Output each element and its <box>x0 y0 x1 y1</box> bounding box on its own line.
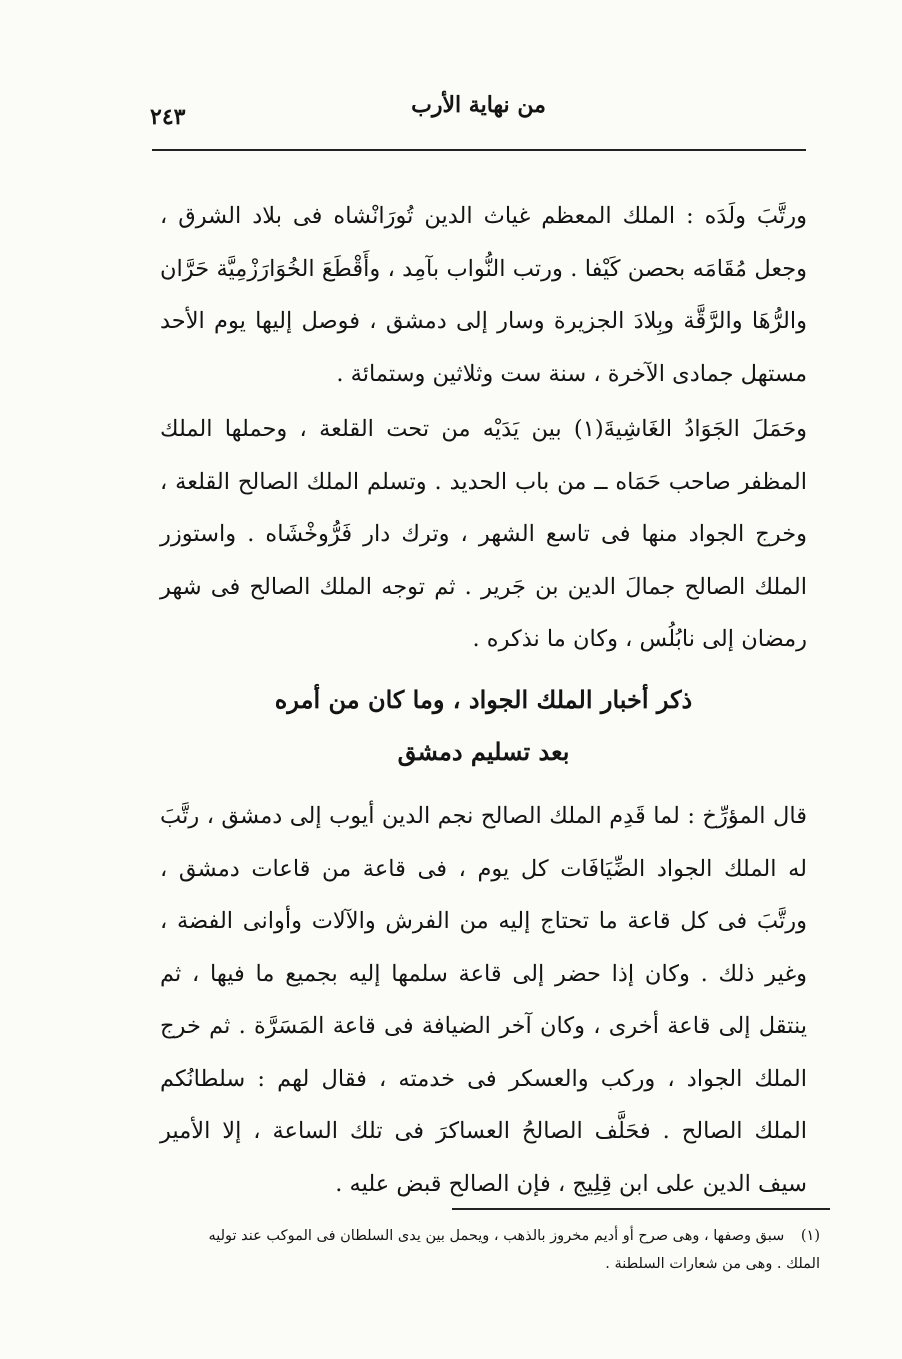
header-rule <box>152 149 806 151</box>
section-heading-line-1: ذكر أخبار الملك الجواد ، وما كان من أمره <box>274 685 693 714</box>
footnote-rule <box>452 1208 830 1210</box>
footnote-text: سبق وصفها ، وهى صرح أو أديم مخروز بالذهب ، ويحمل بين يدى السلطان فى الموكب عند توليه الملك . وهى من شعارات السلطنة . <box>208 1228 820 1272</box>
section-heading <box>160 674 807 778</box>
paragraph-1: ورتَّبَ ولَدَه : الملك المعظم غياث الدين تُورَانْشاه فى بلاد الشرق ، وجعل مُقَامَه بحصن كَيْفا . ورتب النُّواب بآمِد ، وأَقْطَعَ الخُوَارَزْمِيَّة حَرَّان والرُّهَا والرَّقَّة وبِلادَ الجزيرة وسار إلى دمشق ، فوصل إليها يوم الأحد مستهل جمادى الآخرة ، سنة ست وثلاثين وستمائة . <box>160 203 807 387</box>
running-title: من نهاية الأرب <box>411 92 546 118</box>
paragraph-3: قال المؤرِّخ : لما قَدِم الملك الصالح نجم الدين أيوب إلى دمشق ، رتَّبَ له الملك الجواد الضِّيَافَات كل يوم ، فى قاعة من قاعات دمشق ، ورتَّبَ فى كل قاعة ما تحتاج إليه من الفرش والآلات وأوانى الفضة ، وغير ذلك . وكان إذا حضر إلى قاعة سلمها إليه بجميع ما فيها ، ثم ينتقل إلى قاعة أخرى ، وكان آخر الضيافة فى قاعة المَسَرَّة . ثم خرج الملك الجواد ، وركب والعسكر فى خدمته ، فقال لهم : سلطانُكم الملك الصالح . فحَلَّف الصالحُ العساكرَ فى تلك الساعة ، إلا الأمير سيف الدين على ابن قِلِيج ، فإن الصالح قبض عليه . <box>160 803 807 1197</box>
section-heading-line-2: بعد تسليم دمشق <box>397 737 570 766</box>
footnote <box>180 1222 820 1278</box>
page-number: ٢٤٣ <box>150 104 186 130</box>
paragraph-2: وحَمَلَ الجَوَادُ الغَاشِيةَ(١) بين يَدَيْه من تحت القلعة ، وحملها الملك المظفر صاحب حَمَاه ــ من باب الحديد . وتسلم الملك الصالح القلعة ، وخرج الجواد منها فى تاسع الشهر ، وترك دار فَرُّوخْشَاه . واستوزر الملك الصالح جمالَ الدين بن جَرير . ثم توجه الملك الصالح فى شهر رمضان إلى نابُلُس ، وكان ما نذكره . <box>160 416 808 652</box>
footnote-marker: (١) <box>800 1228 820 1244</box>
page-header <box>150 92 807 132</box>
